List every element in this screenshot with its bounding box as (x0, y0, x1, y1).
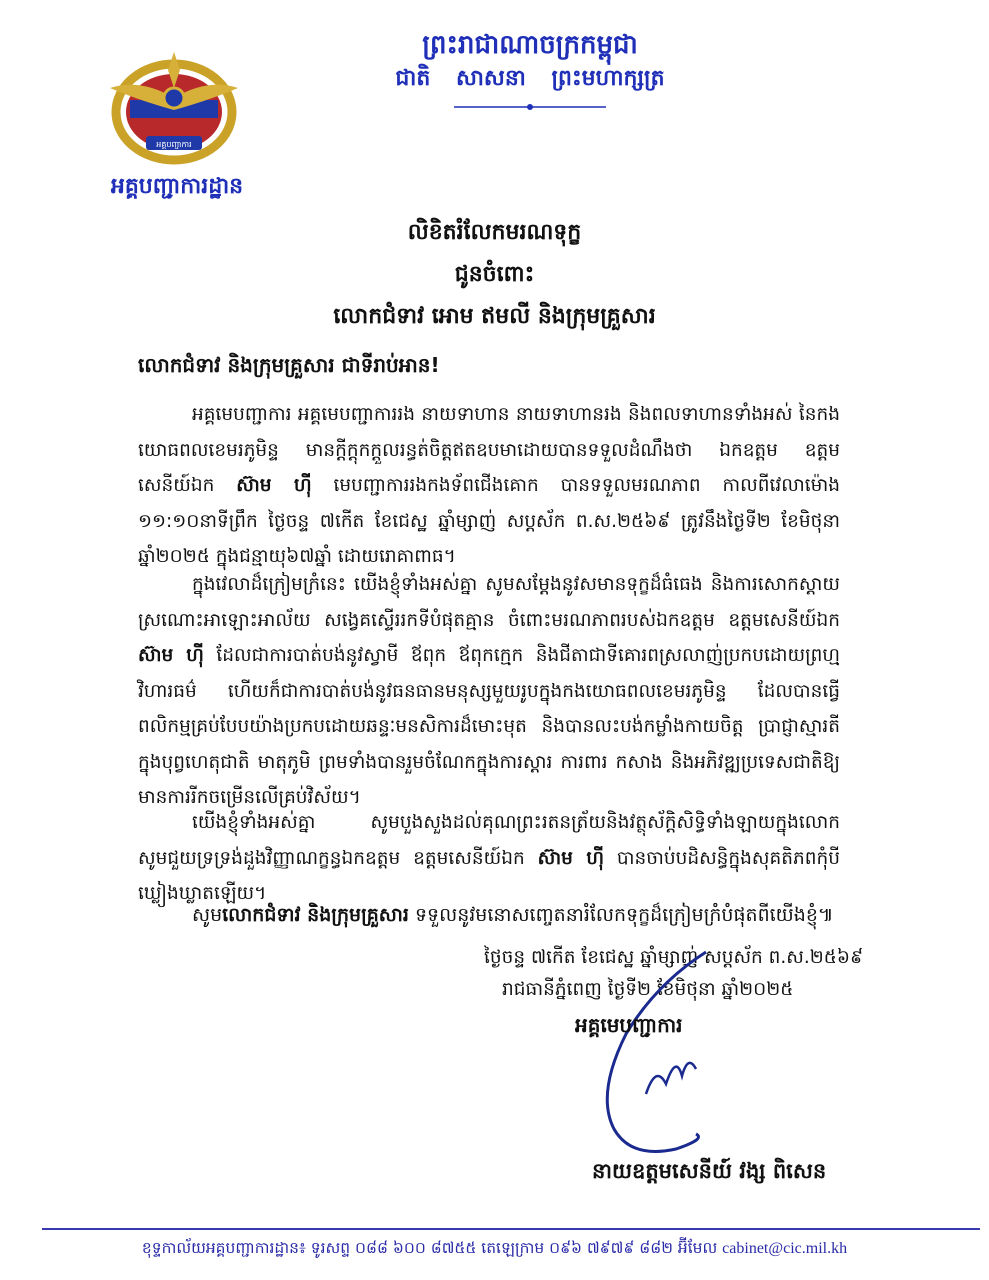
deceased-name: ស៊ាម ហ៊ី (537, 847, 604, 869)
rcaf-emblem (100, 48, 248, 166)
footer-email: cabinet@cic.mil.kh (722, 1240, 848, 1257)
signer-name: នាយឧត្តមសេនីយ៍ វង្ស ពិសេន (592, 1159, 827, 1183)
salutation: លោកជំទាវ និងក្រុមគ្រួសារ ជាទីរាប់អាន! (138, 353, 440, 377)
footer-contact: ខុទ្ទកាល័យអគ្គបញ្ជាការដ្ឋាន៖ ទូរសព្ទ ០៨៨ ៦០០ ៨៧៥៥ តេឡេក្រាម ០៩៦ ៧៩៧៩ ៨៨២ អ៊ីមែល cabinet@cic.mil.kh (141, 1239, 848, 1257)
deceased-name: ស៊ាម ហ៊ី (236, 475, 312, 496)
header-ornament (450, 100, 610, 114)
recipient: លោកជំទាវ អោម ឥមលី និងក្រុមគ្រួសារ (333, 304, 656, 329)
lunar-date: ថ្ងៃចន្ទ ៧កើត ខែជេស្ឋ ឆ្នាំម្សាញ់ សប្តស័ក ព.ស.២៥៦៩ (484, 947, 864, 968)
motto-line: ជាតិ សាសនា ព្រះមហាក្សត្រ (395, 66, 665, 91)
paragraph-2: ក្នុងវេលាដ៏ក្រៀមក្រំនេះ យើងខ្ញុំទាំងអស់គ្នា សូមសម្តែងនូវសមានទុក្ខដ៏ធំធេង និងការសោកស្តាយស្រណោះអាឡោះអាល័យ សង្វេគស្ទើររកទីបំផុតគ្មាន ចំពោះមរណភាពរបស់ឯកឧត្តម ឧត្តមសេនីយ៍ឯក ស៊ាម ហ៊ី ដែលជាការបាត់បង់នូវស្វាមី ឪពុក ឪពុកក្មេក និងជីតាជាទីគោរពស្រលាញ់ប្រកបដោយព្រហ្មវិហារធម៌ ហើយក៏ជាការបាត់បង់នូវធនធានមនុស្សមួយរូបក្នុងកងយោធពលខេមរភូមិន្ទ ដែលបានធ្វើពលិកម្មគ្រប់បែបយ៉ាងប្រកបដោយឆន្ទៈមនសិការដ៏មោះមុត និងបានលះបង់កម្លាំងកាយចិត្ត ប្រាជ្ញាស្មារតីក្នុងបុព្វហេតុជាតិ មាតុភូមិ ព្រមទាំងបានរួមចំណែកក្នុងការស្តារ ការពារ កសាង និងអភិវឌ្ឍប្រទេសជាតិឱ្យមានការរីកចម្រើនលើគ្រប់វិស័យ។ (138, 574, 840, 808)
footer-divider (42, 1228, 980, 1230)
paragraph-3: យើងខ្ញុំទាំងអស់គ្នា សូមបួងសួងដល់គុណព្រះរតនត្រ័យនិងវត្ថុស័ក្តិសិទ្ធិទាំងឡាយក្នុងលោក សូមជួយទ្រទ្រង់ដួងវិញ្ញាណក្ខន្ធឯកឧត្តម ឧត្តមសេនីយ៍ឯក ស៊ាម ហ៊ី បានចាប់បដិសន្ធិក្នុងសុគតិភពកុំបីឃ្លៀងឃ្លាតឡើយ។ (138, 812, 840, 904)
handwritten-signature (586, 944, 716, 1164)
paragraph-1: អគ្គមេបញ្ជាការ អគ្គមេបញ្ជាការរង នាយទាហាន នាយទាហានរង និងពលទាហានទាំងអស់ នៃកងយោធពលខេមរភូមិន្ទ មានក្តីក្តុកក្តួលរន្ធត់ចិត្តឥតឧបមាដោយបានទទួលដំណឹងថា ឯកឧត្តម ឧត្តមសេនីយ៍ឯក ស៊ាម ហ៊ី មេបញ្ជាការរងកងទ័ពជើងគោក បានទទួលមរណភាព កាលពីវេលាម៉ោង ១១:១០នាទីព្រឹក ថ្ងៃចន្ទ ៧កើត ខែជេស្ឋ ឆ្នាំម្សាញ់ សប្តស័ក ព.ស.២៥៦៩ ត្រូវនឹងថ្ងៃទី២ ខែមិថុនា ឆ្នាំ២០២៥ ក្នុងជន្មាយុ៦៧ឆ្នាំ ដោយរោគាពាធ។ (138, 404, 840, 567)
emblem-label: អគ្គបញ្ជាការ (156, 140, 192, 149)
letter-title: លិខិតរំលែកមរណទុក្ខ (407, 220, 582, 245)
unit-name: អគ្គបញ្ជាការដ្ឋាន (110, 174, 244, 199)
closing-line: សូមលោកជំទាវ និងក្រុមគ្រួសារ ទទួលនូវមនោសញ្ចេតនារំលែកទុក្ខដ៏ក្រៀមក្រំបំផុតពីយើងខ្ញុំ៕ (192, 904, 834, 926)
deceased-name: ស៊ាម ហ៊ី (138, 645, 204, 666)
kingdom-line: ព្រះរាជាណាចក្រកម្ពុជា (422, 30, 638, 60)
solar-date: រាជធានីភ្នំពេញ ថ្ងៃទី២ ខែមិថុនា ឆ្នាំ២០២៥ (502, 979, 794, 1000)
signer-title: អគ្គមេបញ្ជាការ (575, 1013, 683, 1037)
addressed-to: ជូនចំពោះ (454, 262, 535, 287)
